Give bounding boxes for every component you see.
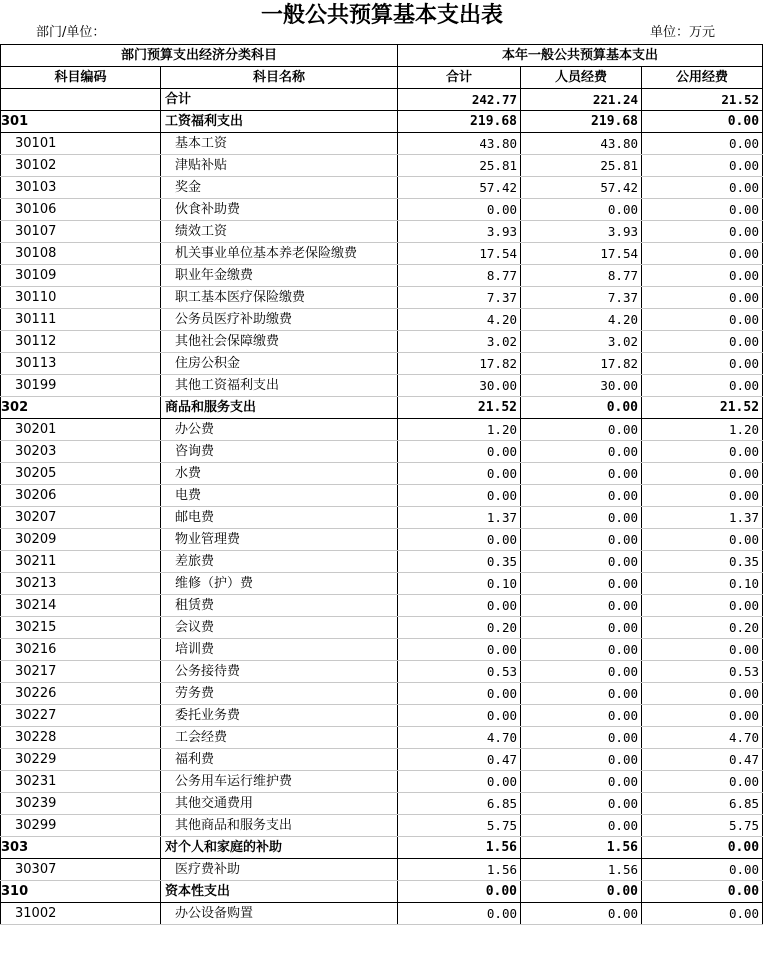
row-name: 公务员医疗补助缴费 [161,309,398,331]
table-row [1,485,763,507]
row-code: 30203 [1,441,161,463]
row-code: 310 [1,881,161,903]
row-personnel: 0.00 [521,683,642,705]
row-personnel: 219.68 [521,111,642,133]
row-name: 基本工资 [161,133,398,155]
row-name: 职工基本医疗保险缴费 [161,287,398,309]
row-total: 0.10 [398,573,521,595]
row-personnel: 25.81 [521,155,642,177]
row-total: 8.77 [398,265,521,287]
header-group-row [1,45,763,67]
row-code: 302 [1,397,161,419]
row-name: 公务用车运行维护费 [161,771,398,793]
header-personnel: 人员经费 [521,67,642,89]
row-name: 其他商品和服务支出 [161,815,398,837]
row-total: 0.00 [398,771,521,793]
row-name: 工资福利支出 [161,111,398,133]
row-total: 25.81 [398,155,521,177]
row-code: 30229 [1,749,161,771]
row-personnel: 0.00 [521,485,642,507]
table-row [1,529,763,551]
row-name: 医疗费补助 [161,859,398,881]
row-personnel: 0.00 [521,749,642,771]
table-row [1,265,763,287]
row-name: 合计 [161,89,398,111]
table-row [1,815,763,837]
row-name: 咨询费 [161,441,398,463]
row-public: 0.00 [642,683,763,705]
row-total: 3.93 [398,221,521,243]
row-public: 0.00 [642,155,763,177]
row-personnel: 0.00 [521,419,642,441]
row-code: 30112 [1,331,161,353]
row-personnel: 0.00 [521,397,642,419]
row-personnel: 17.54 [521,243,642,265]
table-row [1,419,763,441]
row-code: 30107 [1,221,161,243]
table-row [1,199,763,221]
row-code: 30226 [1,683,161,705]
row-total: 0.00 [398,441,521,463]
row-public: 21.52 [642,397,763,419]
row-personnel: 0.00 [521,771,642,793]
table-row [1,177,763,199]
row-name: 租赁费 [161,595,398,617]
row-total: 43.80 [398,133,521,155]
table-row [1,837,763,859]
row-total: 1.56 [398,837,521,859]
table-row [1,705,763,727]
row-total: 1.37 [398,507,521,529]
row-code: 30108 [1,243,161,265]
budget-table [0,44,763,925]
row-total: 0.00 [398,529,521,551]
table-row [1,859,763,881]
row-code: 30213 [1,573,161,595]
row-code: 30103 [1,177,161,199]
row-name: 津贴补贴 [161,155,398,177]
row-code: 30110 [1,287,161,309]
row-personnel: 1.56 [521,859,642,881]
row-total: 57.42 [398,177,521,199]
row-name: 电费 [161,485,398,507]
page-title: 一般公共预算基本支出表 [260,2,503,28]
row-personnel: 0.00 [521,463,642,485]
row-personnel: 57.42 [521,177,642,199]
row-personnel: 0.00 [521,793,642,815]
table-row [1,133,763,155]
row-personnel: 0.00 [521,881,642,903]
header-group-right: 本年一般公共预算基本支出 [398,45,763,67]
row-code: 30231 [1,771,161,793]
table-row [1,309,763,331]
row-code: 30199 [1,375,161,397]
row-total: 0.00 [398,881,521,903]
row-public: 0.00 [642,353,763,375]
row-public: 0.00 [642,529,763,551]
row-code: 30299 [1,815,161,837]
row-name: 其他交通费用 [161,793,398,815]
header-group-left: 部门预算支出经济分类科目 [1,45,398,67]
row-code: 30102 [1,155,161,177]
table-row [1,507,763,529]
row-personnel: 0.00 [521,573,642,595]
row-name: 福利费 [161,749,398,771]
row-public: 0.00 [642,287,763,309]
row-personnel: 1.56 [521,837,642,859]
row-public: 0.47 [642,749,763,771]
row-name: 委托业务费 [161,705,398,727]
row-total: 17.54 [398,243,521,265]
row-total: 0.00 [398,595,521,617]
table-row [1,111,763,133]
table-row [1,243,763,265]
row-total: 0.00 [398,199,521,221]
row-public: 0.35 [642,551,763,573]
row-public: 0.00 [642,309,763,331]
table-row [1,287,763,309]
table-row [1,595,763,617]
row-public: 0.00 [642,771,763,793]
row-total: 4.20 [398,309,521,331]
row-public: 0.00 [642,331,763,353]
row-total: 0.00 [398,485,521,507]
row-personnel: 17.82 [521,353,642,375]
row-personnel: 0.00 [521,903,642,925]
row-name: 工会经费 [161,727,398,749]
row-name: 其他工资福利支出 [161,375,398,397]
row-public: 0.00 [642,485,763,507]
row-code: 30214 [1,595,161,617]
table-row [1,661,763,683]
row-public: 0.00 [642,639,763,661]
table-row [1,617,763,639]
row-public: 0.00 [642,243,763,265]
row-public: 1.20 [642,419,763,441]
row-total: 0.00 [398,683,521,705]
table-row [1,221,763,243]
row-personnel: 0.00 [521,705,642,727]
row-total: 3.02 [398,331,521,353]
row-code: 30106 [1,199,161,221]
header-total: 合计 [398,67,521,89]
row-personnel: 221.24 [521,89,642,111]
row-total: 0.00 [398,705,521,727]
row-name: 绩效工资 [161,221,398,243]
row-total: 4.70 [398,727,521,749]
table-row [1,441,763,463]
table-row [1,793,763,815]
row-name: 会议费 [161,617,398,639]
row-public: 0.00 [642,265,763,287]
row-code: 30211 [1,551,161,573]
row-total: 0.20 [398,617,521,639]
row-personnel: 0.00 [521,661,642,683]
row-public: 0.00 [642,881,763,903]
row-code: 30207 [1,507,161,529]
row-public: 0.00 [642,221,763,243]
row-name: 商品和服务支出 [161,397,398,419]
table-row [1,463,763,485]
row-name: 办公费 [161,419,398,441]
row-personnel: 0.00 [521,199,642,221]
row-code: 31002 [1,903,161,925]
row-name: 伙食补助费 [161,199,398,221]
row-code: 30209 [1,529,161,551]
row-total: 5.75 [398,815,521,837]
row-public: 0.00 [642,375,763,397]
table-row [1,903,763,925]
row-public: 21.52 [642,89,763,111]
row-total: 21.52 [398,397,521,419]
header-code: 科目编码 [1,67,161,89]
row-name: 其他社会保障缴费 [161,331,398,353]
row-public: 0.10 [642,573,763,595]
row-name: 机关事业单位基本养老保险缴费 [161,243,398,265]
row-code: 30205 [1,463,161,485]
table-row [1,375,763,397]
row-personnel: 0.00 [521,639,642,661]
row-public: 0.00 [642,133,763,155]
row-code: 30201 [1,419,161,441]
row-name: 邮电费 [161,507,398,529]
row-total: 0.00 [398,463,521,485]
row-personnel: 0.00 [521,507,642,529]
row-name: 资本性支出 [161,881,398,903]
row-total: 0.53 [398,661,521,683]
row-name: 物业管理费 [161,529,398,551]
table-row [1,727,763,749]
row-total: 0.47 [398,749,521,771]
table-row [1,331,763,353]
row-personnel: 0.00 [521,441,642,463]
row-code: 30239 [1,793,161,815]
row-public: 4.70 [642,727,763,749]
row-code: 30109 [1,265,161,287]
row-code: 30113 [1,353,161,375]
row-name: 维修（护）费 [161,573,398,595]
table-row [1,551,763,573]
row-personnel: 4.20 [521,309,642,331]
row-public: 6.85 [642,793,763,815]
row-total: 6.85 [398,793,521,815]
row-public: 0.00 [642,441,763,463]
row-name: 职业年金缴费 [161,265,398,287]
row-code: 30206 [1,485,161,507]
row-personnel: 0.00 [521,617,642,639]
row-total: 1.56 [398,859,521,881]
row-name: 培训费 [161,639,398,661]
header-column-row [1,67,763,89]
row-public: 0.00 [642,111,763,133]
row-personnel: 0.00 [521,815,642,837]
row-personnel: 3.93 [521,221,642,243]
row-total: 0.00 [398,639,521,661]
row-code [1,89,161,111]
row-personnel: 0.00 [521,727,642,749]
row-code: 301 [1,111,161,133]
table-row [1,155,763,177]
row-code: 30215 [1,617,161,639]
row-personnel: 43.80 [521,133,642,155]
row-personnel: 7.37 [521,287,642,309]
row-public: 0.53 [642,661,763,683]
row-total: 219.68 [398,111,521,133]
row-code: 30307 [1,859,161,881]
row-name: 办公设备购置 [161,903,398,925]
row-public: 1.37 [642,507,763,529]
row-code: 30216 [1,639,161,661]
table-row [1,89,763,111]
row-name: 公务接待费 [161,661,398,683]
row-total: 17.82 [398,353,521,375]
row-public: 0.00 [642,595,763,617]
row-public: 0.00 [642,177,763,199]
row-personnel: 0.00 [521,551,642,573]
table-row [1,881,763,903]
row-code: 30227 [1,705,161,727]
row-public: 0.00 [642,463,763,485]
table-row [1,749,763,771]
row-name: 劳务费 [161,683,398,705]
table-row [1,573,763,595]
row-public: 5.75 [642,815,763,837]
table-row [1,683,763,705]
row-public: 0.00 [642,903,763,925]
department-label: 部门/单位： [36,25,106,40]
row-public: 0.00 [642,837,763,859]
row-code: 303 [1,837,161,859]
row-name: 住房公积金 [161,353,398,375]
row-code: 30217 [1,661,161,683]
table-row [1,639,763,661]
row-personnel: 0.00 [521,595,642,617]
table-row [1,771,763,793]
row-public: 0.20 [642,617,763,639]
row-total: 7.37 [398,287,521,309]
table-row [1,353,763,375]
row-public: 0.00 [642,705,763,727]
table-row [1,397,763,419]
table-body [1,89,763,925]
row-public: 0.00 [642,199,763,221]
row-public: 0.00 [642,859,763,881]
row-name: 对个人和家庭的补助 [161,837,398,859]
row-code: 30101 [1,133,161,155]
row-personnel: 0.00 [521,529,642,551]
row-personnel: 3.02 [521,331,642,353]
header-public: 公用经费 [642,67,763,89]
row-total: 30.00 [398,375,521,397]
header-name: 科目名称 [161,67,398,89]
row-personnel: 8.77 [521,265,642,287]
unit-label: 单位：万元 [650,25,716,40]
row-total: 242.77 [398,89,521,111]
row-code: 30228 [1,727,161,749]
row-name: 水费 [161,463,398,485]
row-total: 0.00 [398,903,521,925]
row-code: 30111 [1,309,161,331]
row-name: 奖金 [161,177,398,199]
row-total: 0.35 [398,551,521,573]
row-personnel: 30.00 [521,375,642,397]
row-total: 1.20 [398,419,521,441]
row-name: 差旅费 [161,551,398,573]
